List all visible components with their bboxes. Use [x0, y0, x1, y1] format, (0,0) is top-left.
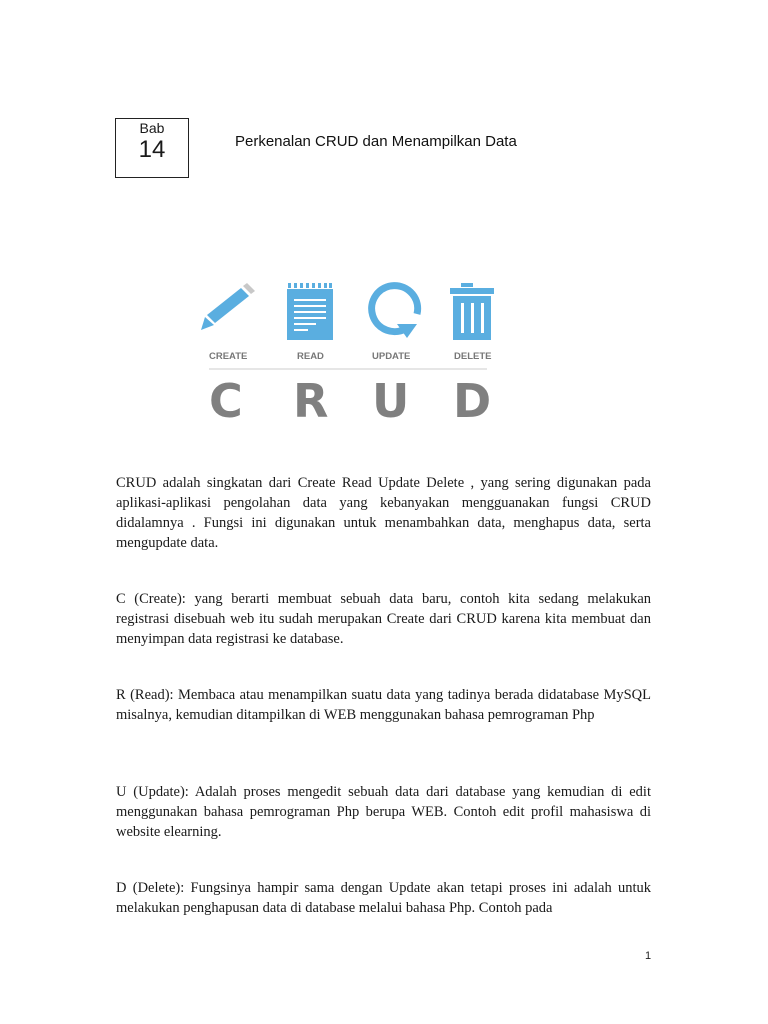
paragraph-update: U (Update): Adalah proses mengedit sebuah data dari database yang kemudian di edit menggunakan bahasa pemrograman Php berupa WEB. Contoh edit profil mahasiswa di website elearning.	[116, 784, 651, 840]
label-create: CREATE	[209, 351, 248, 362]
paragraph-crud-intro: CRUD adalah singkatan dari Create Read Update Delete , yang sering digunakan pada aplikasi-aplikasi pengolahan data yang kebanyakan mengguanakan fungsi CRUD didalamnya . Fungsi ini digunakan untuk menambahkan data, menghapus data, serta mengupdate data.	[116, 475, 651, 551]
label-delete: DELETE	[454, 351, 492, 362]
chapter-label: Bab	[139, 120, 165, 136]
refresh-icon	[372, 286, 418, 338]
page-number: 1	[645, 950, 652, 962]
letter-d: D	[453, 374, 492, 428]
paragraph-delete: D (Delete): Fungsinya hampir sama dengan Update akan tetapi proses ini adalah untuk melakukan penghapusan data di database melalui bahasa Php. Contoh pada	[116, 880, 651, 916]
paragraph-create: C (Create): yang berarti membuat sebuah data baru, contoh kita sedang melakukan registrasi disebuah web itu sudah merupakan Create dari CRUD karena kita membuat dan menyimpan data registrasi ke database.	[116, 591, 651, 647]
chapter-number: 14	[138, 136, 166, 163]
trash-icon	[450, 283, 494, 340]
label-read: READ	[297, 351, 324, 362]
chapter-title: Perkenalan CRUD dan Menampilkan Data	[235, 133, 517, 150]
letter-c: C	[209, 374, 243, 428]
label-update: UPDATE	[372, 351, 411, 362]
paragraph-read: R (Read): Membaca atau menampilkan suatu data yang tadinya berada didatabase MySQL misalnya, kemudian ditampilkan di WEB menggunakan bahasa pemrograman Php	[116, 687, 651, 723]
pencil-icon	[201, 283, 255, 330]
crud-graphic	[195, 280, 500, 430]
document-icon	[287, 283, 333, 340]
letter-u: U	[372, 374, 410, 428]
chapter-box	[115, 118, 189, 178]
letter-r: R	[293, 374, 329, 428]
